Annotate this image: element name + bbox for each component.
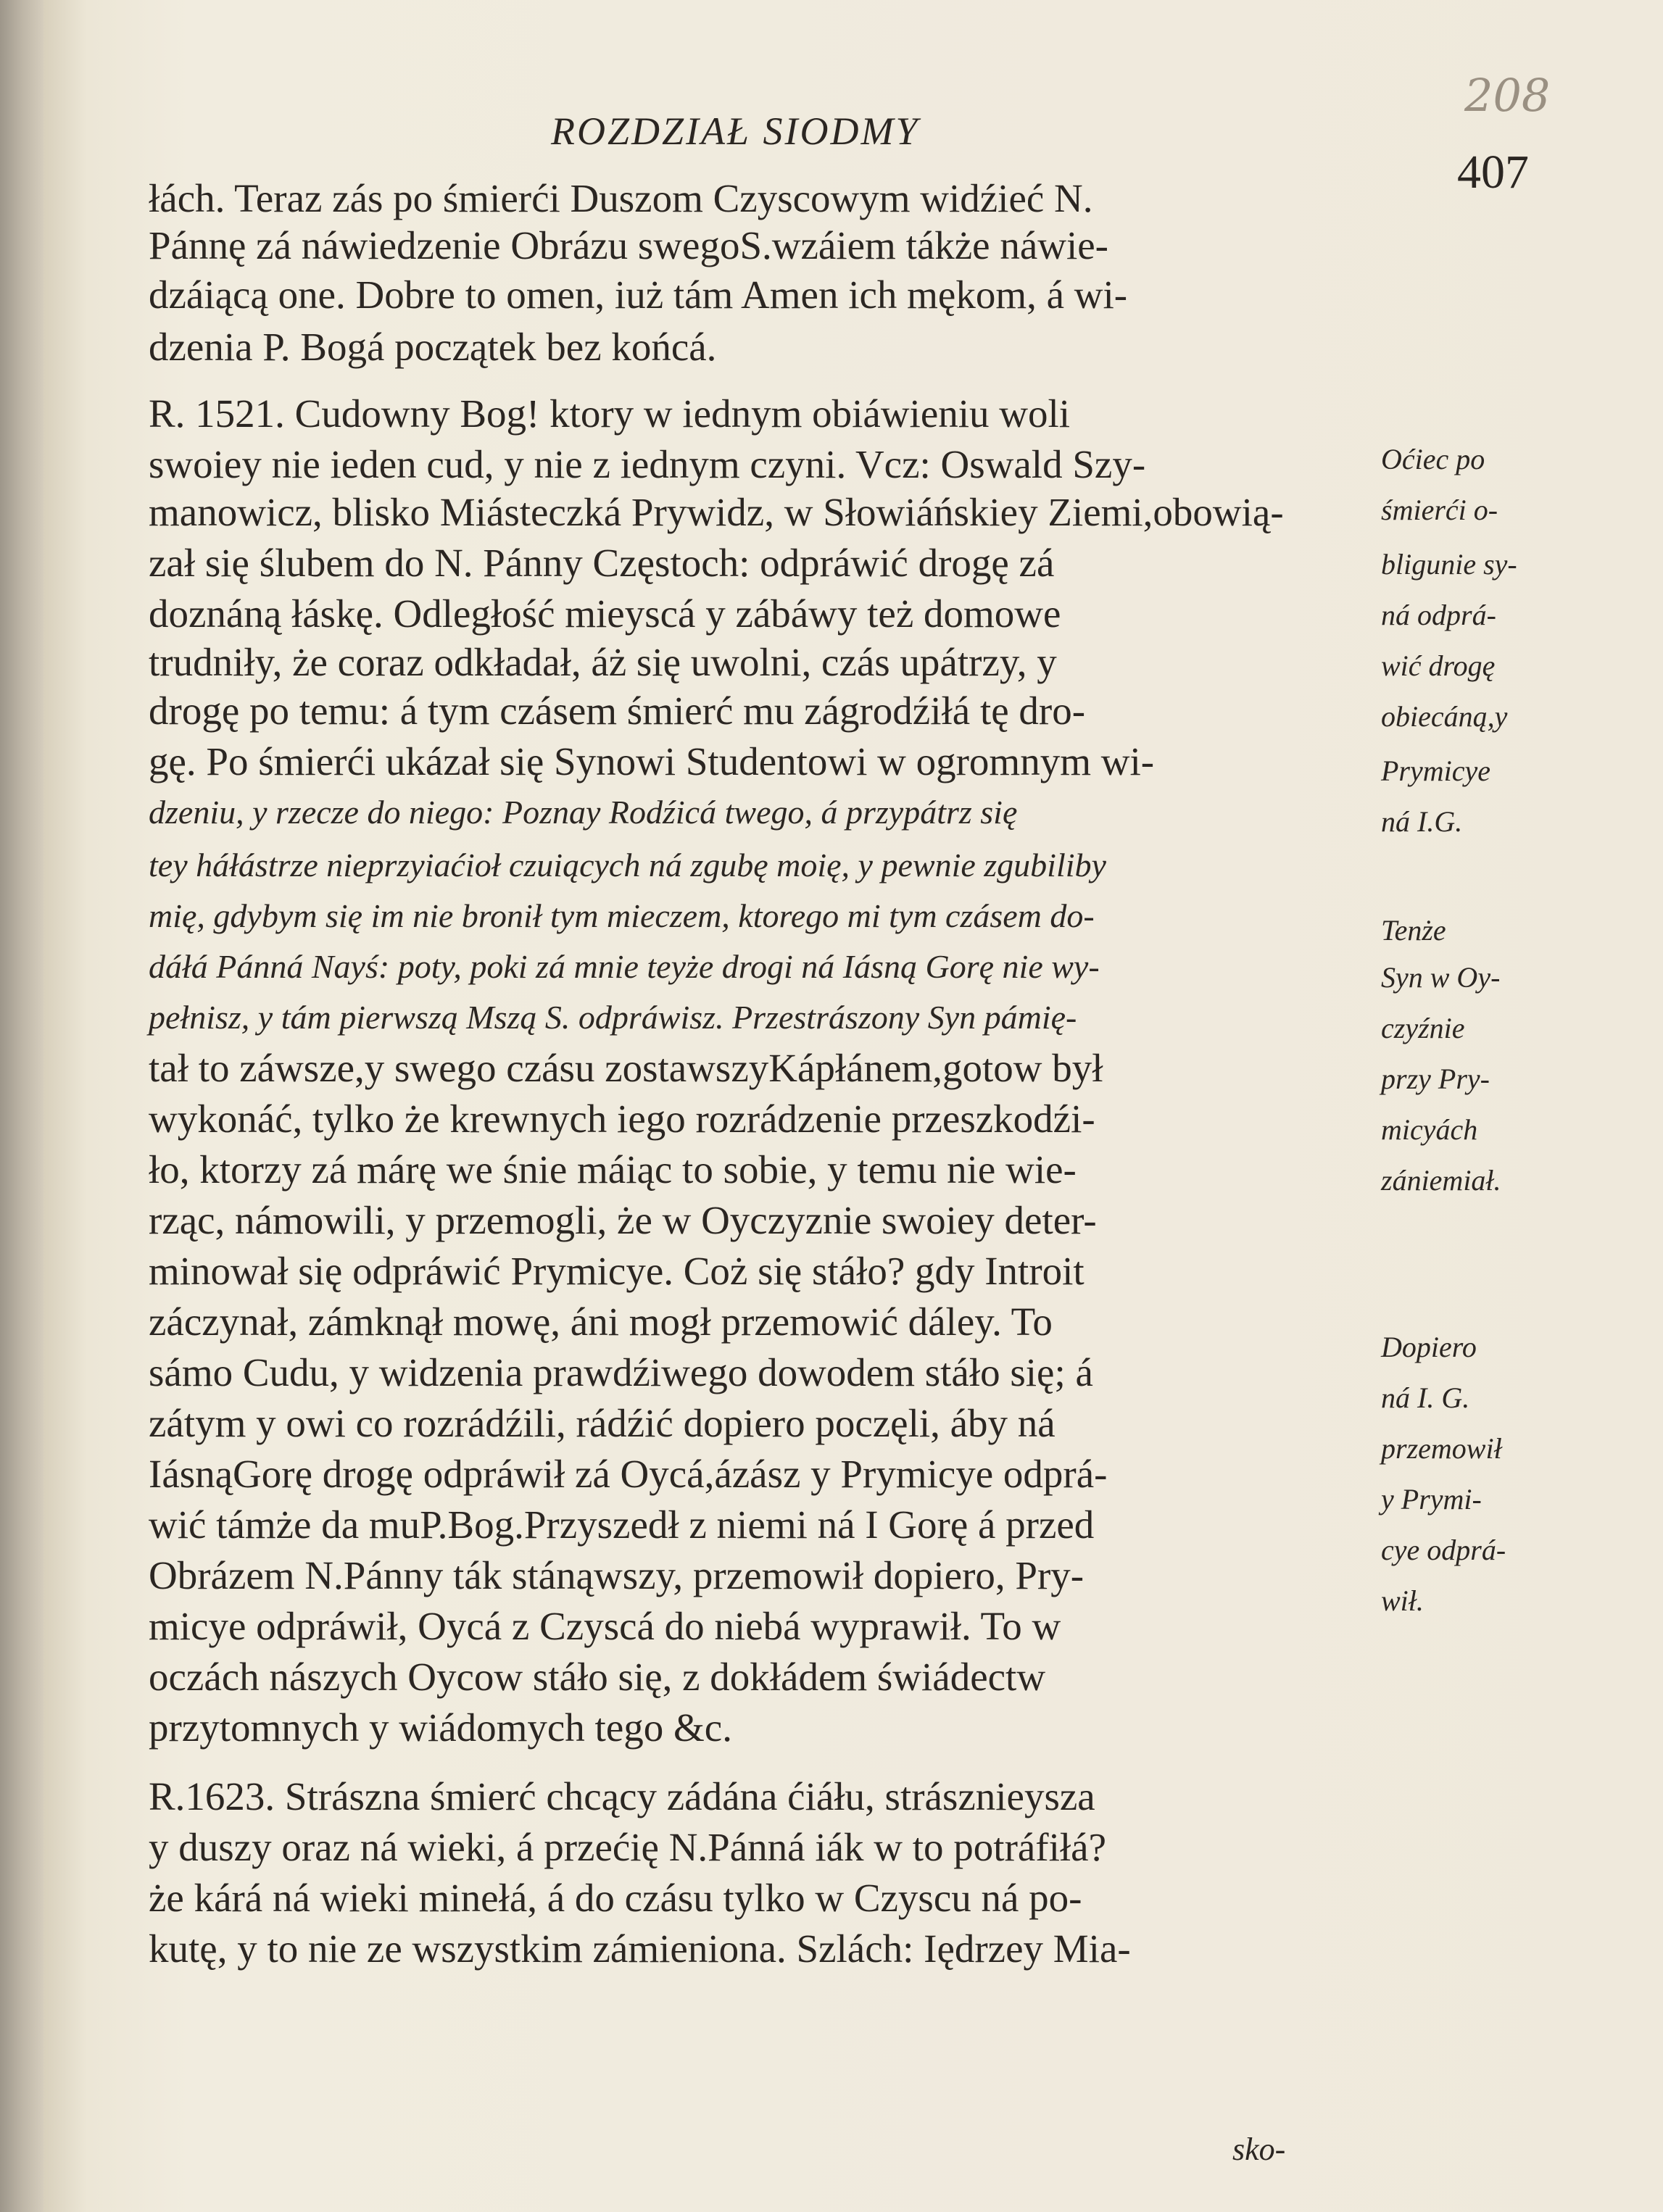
margin-note: śmierći o-: [1381, 494, 1498, 526]
page-number: 407: [1457, 146, 1529, 199]
margin-note: Tenże: [1381, 914, 1446, 947]
text-line: tał to záwsze,y swego czásu zostawszyKápłánem,gotow był: [149, 1046, 1103, 1090]
text-line: gę. Po śmierći ukázał się Synowi Studentowi w ogromnym wi-: [149, 739, 1155, 783]
margin-note: czyźnie: [1381, 1012, 1465, 1044]
margin-note: Oćiec po: [1381, 443, 1485, 475]
text-line: drogę po temu: á tym czásem śmierć mu zágrodźiłá tę dro-: [149, 689, 1086, 733]
book-gutter: [0, 0, 43, 2212]
text-line: Obrázem N.Pánny ták stánąwszy, przemowił dopiero, Pry-: [149, 1553, 1085, 1597]
margin-note: Prymicye: [1381, 754, 1491, 787]
margin-note: wił.: [1381, 1584, 1424, 1617]
text-line: swoiey nie ieden cud, y nie z iednym czyni. Vcz: Oswald Szy-: [149, 442, 1146, 486]
text-line: doznáną łáskę. Odległość mieyscá y zábáwy też domowe: [149, 591, 1061, 636]
margin-note: zániemiał.: [1381, 1164, 1501, 1197]
text-line: wykonáć, tylko że krewnych iego rozrádzenie przeszkodźi-: [149, 1097, 1095, 1141]
text-line: záczynał, zámknął mowę, áni mogł przemowić dáley. To: [149, 1300, 1053, 1344]
text-line: zał się ślubem do N. Pánny Częstoch: odpráwić drogę zá: [149, 541, 1055, 585]
catchword: sko-: [1232, 2132, 1286, 2167]
text-line: R. 1521. Cudowny Bog! ktory w iednym obiáwieniu woli: [149, 391, 1071, 436]
margin-note: obiecáną,y: [1381, 700, 1508, 733]
text-line: przytomnych y wiádomych tego &c.: [149, 1705, 732, 1750]
margin-note: cye odprá-: [1381, 1534, 1506, 1566]
text-line: y duszy oraz ná wieki, á przećię N.Pánná iák w to potráfiłá?: [149, 1825, 1106, 1869]
text-line: łách. Teraz zás po śmierći Duszom Czyscowym widźieć N.: [149, 176, 1093, 220]
text-line: dzáiącą one. Dobre to omen, iuż tám Amen ich mękom, á wi-: [149, 273, 1128, 317]
text-line: że kárá ná wieki minełá, á do czásu tylko w Czyscu ná po-: [149, 1876, 1082, 1920]
text-line: IásnąGorę drogę odpráwił zá Oycá,ázász y Prymicye odprá-: [149, 1452, 1108, 1496]
margin-note: ná I.G.: [1381, 805, 1463, 838]
text-line: pełnisz, y tám pierwszą Mszą S. odpráwisz. Przestrászony Syn pámię-: [149, 999, 1077, 1036]
text-line: mię, gdybym się im nie bronił tym mieczem, ktorego mi tym czásem do-: [149, 897, 1095, 934]
text-line: dzenia P. Bogá początek bez końcá.: [149, 325, 717, 369]
margin-note: przemowił: [1381, 1432, 1502, 1465]
text-line: R.1623. Strászna śmierć chcący zádána ćiáłu, strásznieysza: [149, 1774, 1095, 1818]
text-line: dzeniu, y rzecze do niego: Poznay Rodźicá twego, á przypátrz się: [149, 794, 1018, 831]
margin-note: y Prymi-: [1381, 1483, 1482, 1515]
text-line: trudniły, że coraz odkładał, áż się uwolni, czás upátrzy, y: [149, 640, 1057, 684]
margin-note: przy Pry-: [1381, 1063, 1490, 1095]
text-line: kutę, y to nie ze wszystkim zámieniona. Szlách: Iędrzey Mia-: [149, 1926, 1131, 1971]
text-line: wić támże da muP.Bog.Przyszedł z niemi ná I Gorę á przed: [149, 1502, 1095, 1547]
text-line: tey háłástrze nieprzyiaćioł czuiących ná zgubę moię, y pewnie zgubiliby: [149, 847, 1106, 883]
margin-note: Dopiero: [1381, 1331, 1477, 1363]
margin-note: wić drogę: [1381, 649, 1496, 682]
text-line: minował się odpráwić Prymicye. Coż się stáło? gdy Introit: [149, 1249, 1085, 1293]
text-line: Pánnę zá náwiedzenie Obrázu swegoS.wzáiem tákże náwie-: [149, 223, 1108, 267]
margin-note: micyách: [1381, 1113, 1478, 1146]
text-line: dáłá Pánná Nayś: poty, poki zá mnie teyże drogi ná Iásną Gorę nie wy-: [149, 948, 1100, 985]
margin-note: bligunie sy-: [1381, 548, 1517, 581]
handwritten-folio-number: 208: [1464, 69, 1551, 122]
margin-note: Syn w Oy-: [1381, 961, 1501, 994]
text-line: ło, ktorzy zá márę we śnie máiąc to sobie, y temu nie wie-: [149, 1147, 1077, 1192]
text-line: zátym y owi co rozrádźili, rádźić dopiero poczęli, áby ná: [149, 1401, 1056, 1445]
text-line: rząc, námowili, y przemogli, że w Oyczyznie swoiey deter-: [149, 1198, 1097, 1242]
text-line: sámo Cudu, y widzenia prawdźiwego dowodem stáło się; á: [149, 1350, 1093, 1394]
text-line: oczách nászych Oycow stáło się, z dokłádem świádectw: [149, 1655, 1046, 1699]
margin-note: ná odprá-: [1381, 599, 1496, 631]
text-line: manowicz, blisko Miásteczká Prywidz, w Słowiáńskiey Ziemi,obowią-: [149, 490, 1284, 534]
running-title: ROZDZIAŁ SIODMY: [551, 109, 920, 153]
text-line: micye odpráwił, Oycá z Czyscá do niebá wyprawił. To w: [149, 1604, 1061, 1648]
margin-note: ná I. G.: [1381, 1381, 1470, 1414]
